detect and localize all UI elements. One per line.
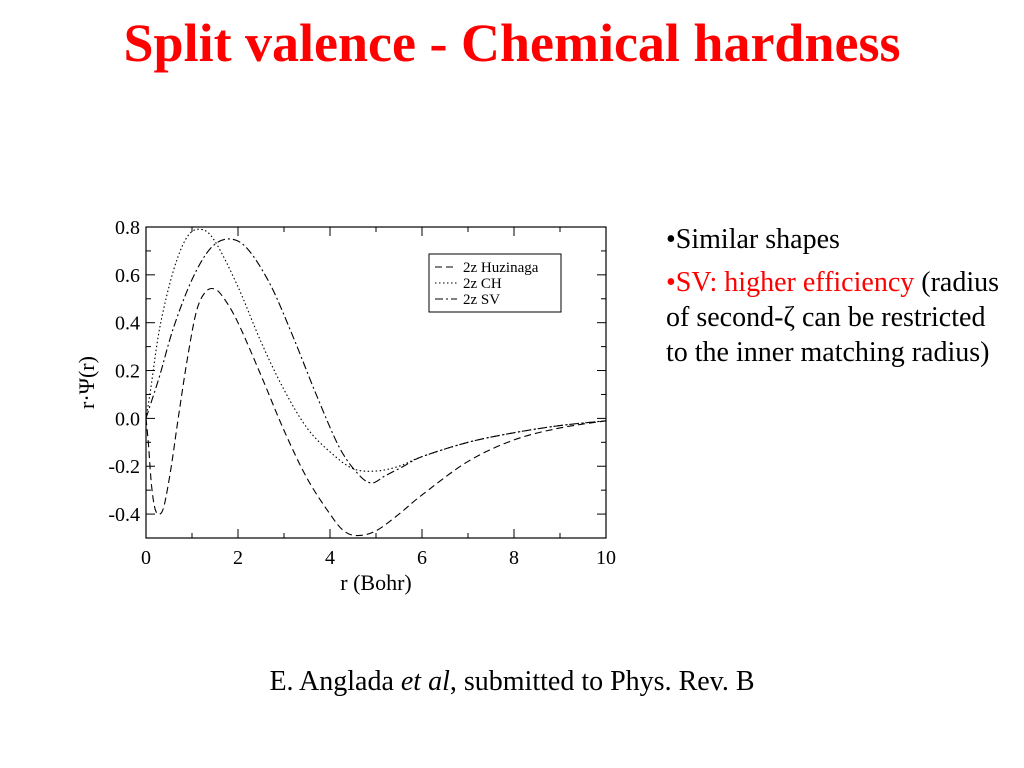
y-tick-label: 0.2 (115, 360, 140, 383)
x-axis-label: r (Bohr) (340, 570, 412, 595)
x-tick-label: 2 (233, 547, 243, 569)
chart (72, 205, 632, 605)
citation-et-al: et al (400, 666, 450, 697)
legend-label: 2z Huzinaga (463, 260, 539, 276)
legend-label: 2z CH (463, 276, 502, 292)
citation-journal: , submitted to Phys. Rev. B (449, 666, 755, 697)
bullet-sv-efficiency (666, 265, 1011, 370)
bullet-detail: (radius of second-ζ can be restricted to the inner matching radius) (666, 267, 1000, 368)
bullet-similar-shapes (666, 222, 1011, 257)
x-tick-label: 4 (325, 547, 335, 569)
y-tick-label: -0.2 (108, 456, 140, 479)
y-tick-label: -0.4 (108, 504, 140, 527)
slide-title: Split valence - Chemical hardness (123, 13, 901, 73)
citation (0, 666, 1024, 698)
legend-label: 2z SV (463, 292, 501, 308)
bullet-head: •SV: higher efficiency (666, 267, 915, 298)
bullet-head: •Similar shapes (666, 224, 840, 255)
x-tick-label: 6 (417, 547, 427, 569)
y-tick-label: 0.4 (115, 312, 140, 335)
y-tick-label: 0.0 (115, 408, 140, 431)
citation-authors: E. Anglada (269, 666, 401, 697)
bullet-list (666, 222, 1011, 378)
y-tick-label: 0.8 (115, 217, 140, 239)
y-axis-label: r·Ψ(r) (74, 356, 99, 409)
x-tick-label: 8 (509, 547, 519, 569)
series-line-1 (146, 288, 606, 535)
y-tick-label: 0.6 (115, 264, 140, 287)
x-tick-label: 10 (596, 547, 616, 569)
line-chart (72, 205, 632, 605)
x-tick-label: 0 (141, 547, 151, 569)
